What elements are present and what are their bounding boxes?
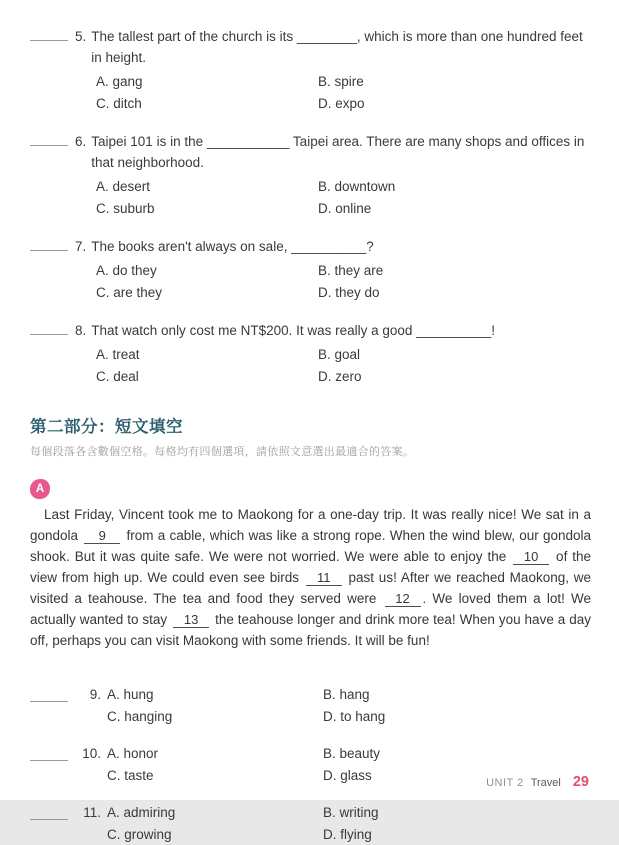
option-b: B. goal bbox=[318, 347, 361, 362]
question-number: 8. bbox=[75, 323, 87, 338]
passage-label-badge: A bbox=[30, 479, 50, 499]
option-c: C. taste bbox=[107, 768, 154, 783]
option-a: A. desert bbox=[96, 179, 151, 194]
option-a: A. hung bbox=[107, 687, 154, 702]
question-5-options bbox=[96, 71, 591, 114]
option-c: C. suburb bbox=[96, 201, 155, 216]
passage-blank-12: 12 bbox=[385, 591, 421, 607]
option-a: A. treat bbox=[96, 347, 140, 362]
option-c: C. growing bbox=[107, 827, 172, 842]
section-title: 第二部分：短文填空 bbox=[30, 418, 183, 436]
question-11 bbox=[30, 802, 591, 845]
question-5 bbox=[30, 26, 591, 114]
question-7-line bbox=[30, 236, 591, 257]
question-9 bbox=[30, 684, 591, 727]
option-d: D. they do bbox=[318, 285, 380, 300]
question-6-options bbox=[96, 176, 591, 219]
question-number: 11. bbox=[83, 805, 101, 820]
option-d: D. glass bbox=[323, 768, 372, 783]
option-a: A. gang bbox=[96, 74, 143, 89]
question-number: 6. bbox=[75, 134, 87, 149]
question-text: Taipei 101 is in the ___________ Taipei area. There are many shops and offices in that neighborhood. bbox=[91, 134, 585, 170]
option-b: B. beauty bbox=[323, 746, 381, 761]
question-number: 5. bbox=[75, 29, 87, 44]
option-d: D. flying bbox=[323, 827, 372, 842]
question-11-options bbox=[107, 802, 591, 845]
option-b: B. writing bbox=[323, 805, 379, 820]
passage-block bbox=[30, 479, 591, 651]
answer-blank bbox=[30, 320, 68, 335]
question-number: 9. bbox=[89, 687, 101, 702]
section-instructions: 每個段落各含數個空格。每格均有四個選項，請依照文意選出最適合的答案。 bbox=[30, 446, 415, 458]
passage-blank-10: 10 bbox=[513, 549, 549, 565]
passage-blank-13: 13 bbox=[173, 612, 209, 628]
question-5-line bbox=[30, 26, 591, 68]
passage-text: the teahouse longer and drink more tea! When you have a day off, perhaps you can visit Maokong with some friends. It will be fun! bbox=[30, 612, 591, 648]
question-9-options bbox=[107, 684, 591, 727]
answer-blank bbox=[30, 236, 68, 251]
option-c: C. deal bbox=[96, 369, 139, 384]
passage-blank-9: 9 bbox=[84, 528, 120, 544]
option-a: A. do they bbox=[96, 263, 157, 278]
passage-text: past us! After we reached Maokong, we visited a teahouse. The tea and food they served were bbox=[30, 570, 591, 606]
option-c: C. are they bbox=[96, 285, 163, 300]
passage-text: from a cable, which was like a strong rope. When the wind blew, our gondola shook. But it was quite safe. We were not worried. We were able to enjoy the bbox=[30, 528, 591, 564]
option-d: D. expo bbox=[318, 96, 365, 111]
question-6-line bbox=[30, 131, 591, 173]
option-b: B. spire bbox=[318, 74, 364, 89]
question-text: That watch only cost me NT$200. It was really a good __________! bbox=[91, 323, 495, 338]
option-b: B. they are bbox=[318, 263, 384, 278]
option-a: A. admiring bbox=[107, 805, 176, 820]
answer-blank bbox=[30, 805, 68, 820]
option-d: D. online bbox=[318, 201, 372, 216]
option-c: C. ditch bbox=[96, 96, 142, 111]
option-c: C. hanging bbox=[107, 709, 173, 724]
question-6 bbox=[30, 131, 591, 219]
passage-text: of the view from high up. We could even see birds bbox=[30, 549, 591, 585]
cloze-passage bbox=[30, 504, 591, 651]
answer-blank bbox=[30, 687, 68, 702]
answer-blank bbox=[30, 131, 68, 146]
footer-unit-label: UNIT 2 bbox=[486, 777, 524, 789]
passage-blank-11: 11 bbox=[306, 570, 342, 586]
question-number: 10. bbox=[82, 746, 101, 761]
passage-text: Last Friday, Vincent took me to Maokong for a one-day trip. It was really nice! We sat in a gondola bbox=[30, 507, 591, 543]
question-text: The books aren't always on sale, __________? bbox=[91, 239, 374, 254]
page-number: 29 bbox=[572, 774, 589, 790]
question-8 bbox=[30, 320, 591, 387]
passage-text: . We loved them a lot! We actually wanted to stay bbox=[30, 591, 591, 627]
question-text: The tallest part of the church is its ________, which is more than one hundred feet in height. bbox=[91, 29, 583, 65]
option-b: B. downtown bbox=[318, 179, 396, 194]
part2-section bbox=[30, 413, 591, 459]
part2-question-list bbox=[30, 684, 591, 845]
answer-blank bbox=[30, 746, 68, 761]
question-7-options bbox=[96, 260, 591, 303]
question-number: 7. bbox=[75, 239, 87, 254]
footer-topic-label: Travel bbox=[530, 777, 561, 789]
question-7 bbox=[30, 236, 591, 303]
question-8-line bbox=[30, 320, 591, 341]
option-b: B. hang bbox=[323, 687, 370, 702]
option-d: D. to hang bbox=[323, 709, 386, 724]
option-d: D. zero bbox=[318, 369, 362, 384]
option-a: A. honor bbox=[107, 746, 159, 761]
part1-question-list bbox=[30, 26, 591, 387]
page-footer bbox=[486, 774, 589, 790]
answer-blank bbox=[30, 26, 68, 41]
question-8-options bbox=[96, 344, 591, 387]
